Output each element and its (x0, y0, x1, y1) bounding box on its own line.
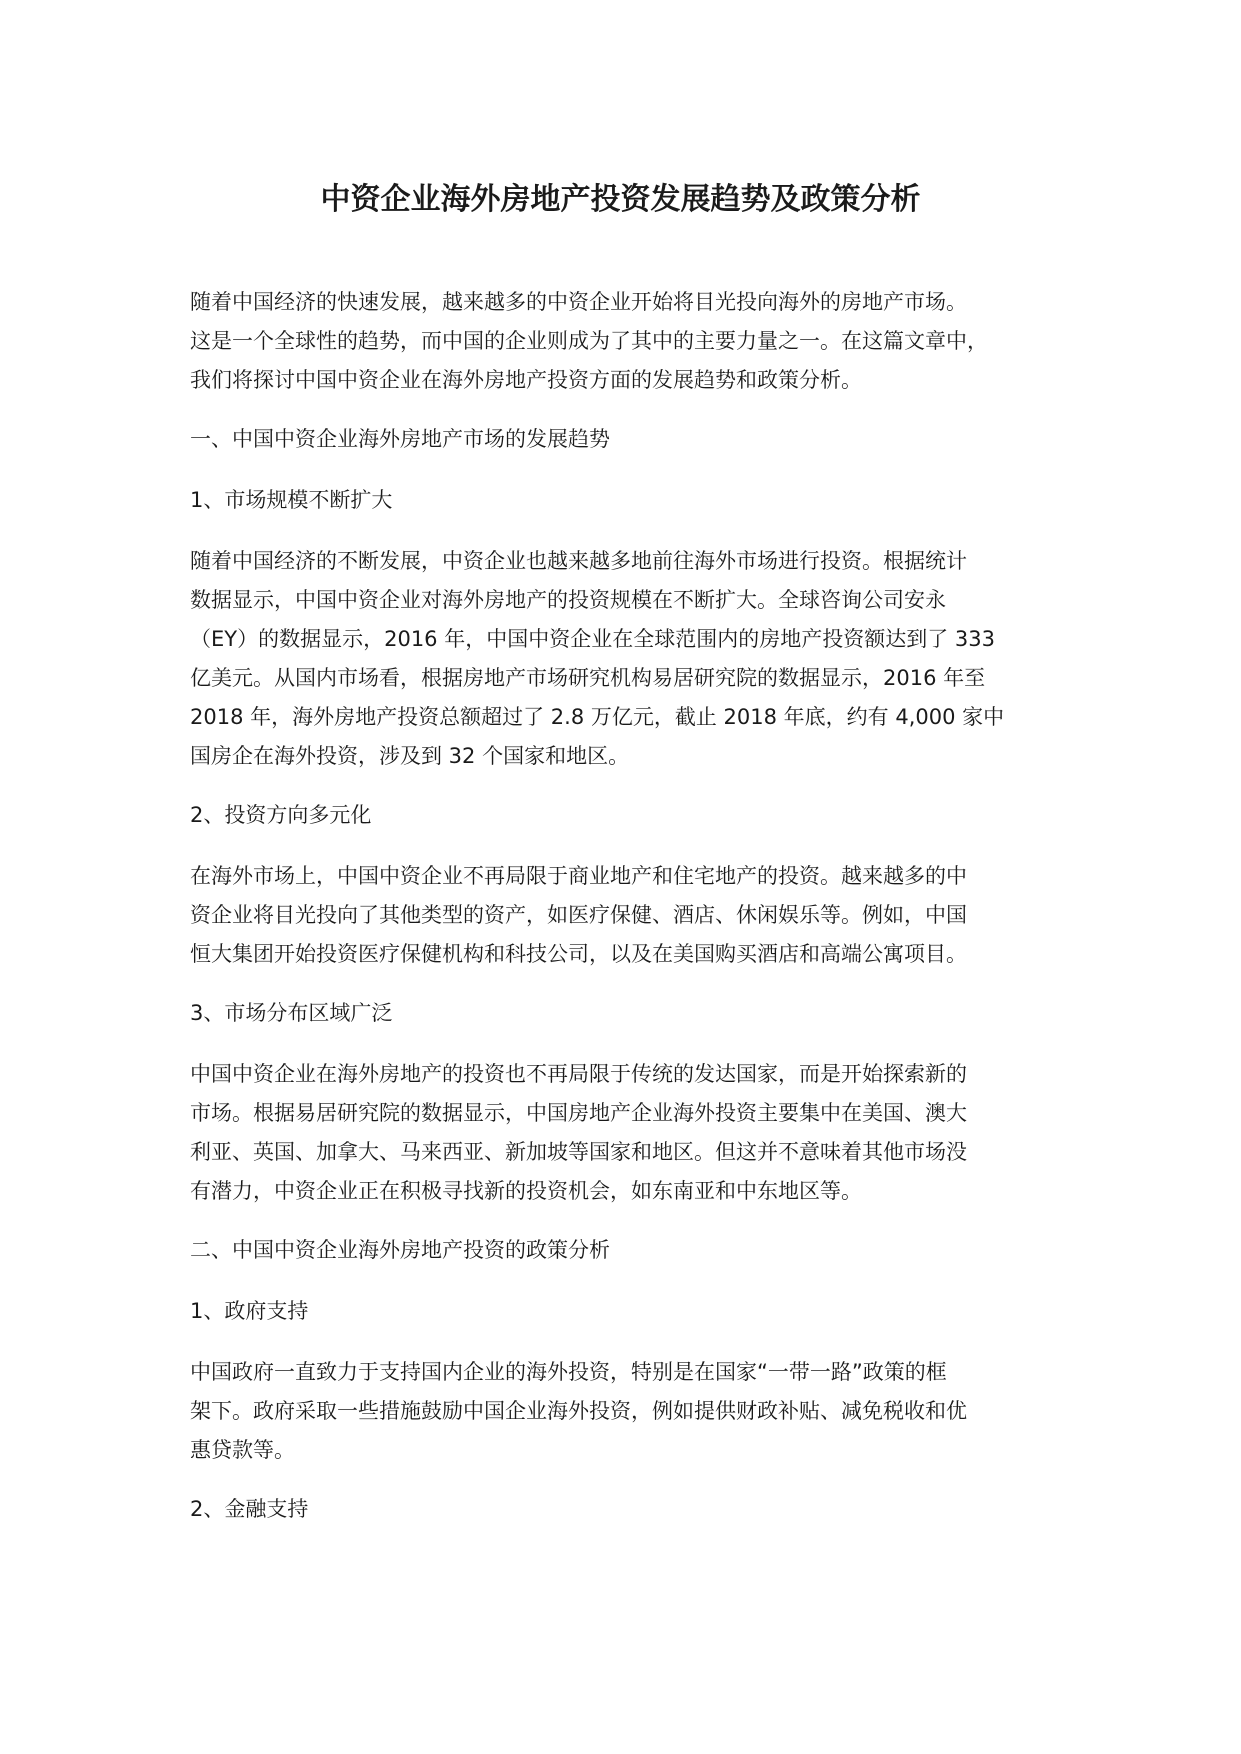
section-2-1-paragraph: 中国政府一直致力于支持国内企业的海外投资，特别是在国家“一带一路”政策的框 架下。政府采取一些措施鼓励中国企业海外投资，例如提供财政补贴、减免税收和优 惠贷款等。 (190, 1360, 967, 1462)
section-1-3-heading: 3、市场分布区域广泛 (190, 1001, 393, 1025)
section-2-1-heading: 1、政府支持 (190, 1299, 309, 1323)
section-2-2-heading: 2、金融支持 (190, 1497, 309, 1521)
document-title: 中资企业海外房地产投资发展趋势及政策分析 (320, 182, 921, 217)
section-1-1-heading: 1、市场规模不断扩大 (190, 488, 393, 512)
section-1-2-heading: 2、投资方向多元化 (190, 803, 372, 827)
section-1-2-paragraph: 在海外市场上，中国中资企业不再局限于商业地产和住宅地产的投资。越来越多的中 资企业将目光投向了其他类型的资产，如医疗保健、酒店、休闲娱乐等。例如，中国 恒大集团开始投资医疗保健机构和科技公司，以及在美国购买酒店和高端公寓项目。 (190, 864, 967, 966)
section-2-heading: 二、中国中资企业海外房地产投资的政策分析 (190, 1238, 610, 1262)
section-1-3-paragraph: 中国中资企业在海外房地产的投资也不再局限于传统的发达国家，而是开始探索新的 市场。根据易居研究院的数据显示，中国房地产企业海外投资主要集中在美国、澳大 利亚、英国、加拿大、马来西亚、新加坡等国家和地区。但这并不意味着其他市场没 有潜力，中资企业正在积极寻找新的投资机会，如东南亚和中东地区等。 (190, 1062, 967, 1203)
section-1-heading: 一、中国中资企业海外房地产市场的发展趋势 (190, 427, 610, 451)
intro-paragraph: 随着中国经济的快速发展，越来越多的中资企业开始将目光投向海外的房地产市场。 这是一个全球性的趋势，而中国的企业则成为了其中的主要力量之一。在这篇文章中， 我们将探讨中国中资企业在海外房地产投资方面的发展趋势和政策分析。 (190, 290, 988, 392)
document-body (190, 283, 1070, 1551)
section-1-1-paragraph: 随着中国经济的不断发展，中资企业也越来越多地前往海外市场进行投资。根据统计 数据显示，中国中资企业对海外房地产的投资规模在不断扩大。全球咨询公司安永 （EY）的数据显示，2016 年，中国中资企业在全球范围内的房地产投资额达到了 333 亿美元。从国内市场看，根据房地产市场研究机构易居研究院的数据显示，2016 年至 2018 年，海外房地产投资总额超过了 2.8 万亿元，截止 2018 年底，约有 4,000 家中 国房企在海外投资，涉及到 32 个国家和地区。 (190, 549, 1005, 768)
